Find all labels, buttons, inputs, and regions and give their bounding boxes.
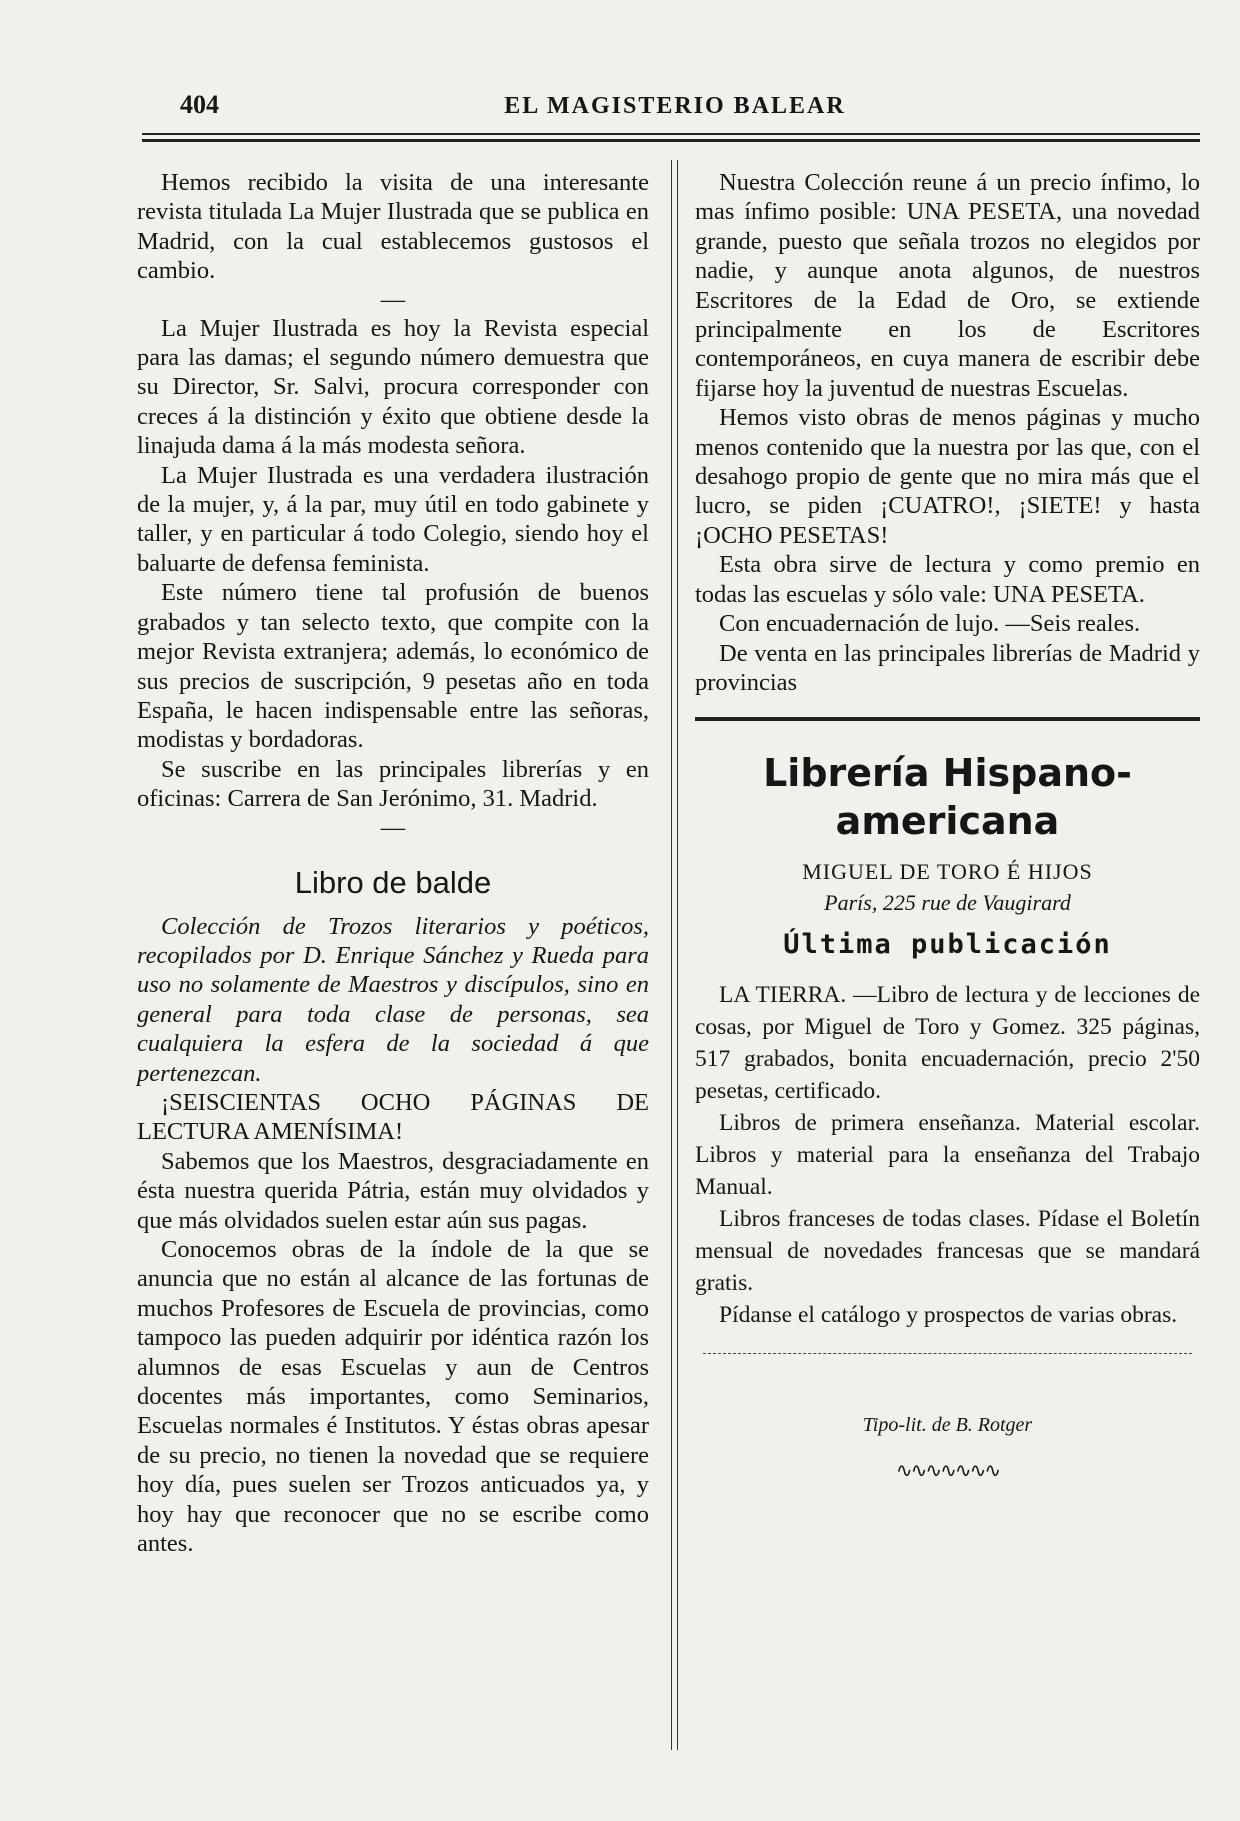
paragraph: Hemos visto obras de menos páginas y mucho menos contenido que la nuestra por las que, con el desahogo propio de gente que no mira más que el lucro, se piden ¡CUATRO!, ¡SIETE! y hasta ¡OCHO PESETAS! [695,404,1200,549]
paragraph: De venta en las principales librerías de Madrid y provincias [695,639,1200,696]
separator: — [380,285,406,313]
store-name: Librería Hispano-americana [763,751,1132,844]
paragraph: Esta obra sirve de lectura y como premio en todas las escuelas y sólo vale: UNA PESETA. [695,551,1200,608]
ad-item: Libros de primera enseñanza. Material escolar. Libros y material para la enseñanza del Trabajo Manual. [695,1110,1200,1201]
header-rule [142,133,1200,135]
ad-headline: Última publicación [783,929,1112,961]
page-number: 404 [180,90,219,119]
section-title: Libro de balde [294,864,492,900]
ad-item: Pídanse el catálogo y prospectos de varias obras. [719,1302,1178,1329]
left-column [137,168,649,1558]
page-header [150,90,1200,130]
printer-imprint: Tipo-lit. de B. Rotger [862,1414,1033,1437]
publisher-name: MIGUEL DE TORO É HIJOS [802,859,1093,885]
ornament-divider: ∿∿∿∿∿∿∿ [895,1459,1000,1482]
right-column [695,168,1200,1486]
header-rule-thick [142,139,1200,142]
paragraph: Este número tiene tal profusión de buenos grabados y tan selecto texto, que compite con la mejor Revista extranjera; además, lo económico de sus precios de suscripción, 9 pesetas año en toda España, le hacen indispensable entre las señoras, modistas y bordadoras. [137,579,649,754]
ad-item: LA TIERRA. —Libro de lectura y de lecciones de cosas, por Miguel de Toro y Gomez. 325 páginas, 517 grabados, bonita encuadernación, precio 2'50 pesetas, certificado. [695,982,1200,1105]
paragraph: La Mujer Ilustrada es hoy la Revista especial para las damas; el segundo número demuestra que su Director, Sr. Salvi, procura corresponder con creces á la distinción y éxito que obtiene desde la linajuda dama á la más modesta señora. [137,314,649,460]
subhead: Colección de Trozos literarios y poéticos, recopilados por D. Enrique Sánchez y Rueda para uso no solamente de Maestros y discípulos, sino en general para toda clase de personas, sea cualquiera la esfera de la sociedad á que pertenezcan. [137,912,649,1087]
paragraph: Se suscribe en las principales librerías y en oficinas: Carrera de San Jerónimo, 31. Madrid. [137,755,649,813]
column-divider [671,160,678,1750]
paragraph: Con encuadernación de lujo. —Seis reales. [719,610,1141,638]
ad-item: Libros franceses de todas clases. Pídase el Boletín mensual de novedades francesas que se mandará gratis. [695,1206,1200,1297]
paragraph: Conocemos obras de la índole de la que se anuncia que no están al alcance de las fortunas de muchos Profesores de Escuela de provincias, como tampoco las pueden adquirir por idéntica razón los alumnos de esas Escuelas y aun de Centros docentes más importantes, como Seminarios, Escuelas normales é Institutos. Y éstas obras apesar de su precio, no tienen la novedad que se requiere hoy día, pues suelen ser Trozos anticuados ya, y hoy hay que reconocer que no se escribe como antes. [137,1236,649,1558]
ad-end-rule [703,1353,1192,1355]
store-address: París, 225 rue de Vaugirard [824,890,1071,916]
paragraph: Hemos recibido la visita de una interesante revista titulada La Mujer Ilustrada que se publica en Madrid, con la cual establecemos gustosos el cambio. [137,169,649,285]
paragraph: La Mujer Ilustrada es una verdadera ilustración de la mujer, y, á la par, muy útil en todo gabinete y taller, y en particular á todo Colegio, siendo hoy el baluarte de defensa feminista. [137,461,649,577]
caps-line: ¡SEISCIENTAS OCHO PÁGINAS DE LECTURA AMENÍSIMA! [137,1088,649,1146]
separator: — [380,813,406,841]
section-rule [695,717,1200,721]
bookstore-advertisement [695,749,1200,1355]
journal-title: EL MAGISTERIO BALEAR [504,93,846,119]
paragraph: Sabemos que los Maestros, desgraciadamente en ésta nuestra querida Pátria, están muy olvidados y que más olvidados suelen estar aún sus pagas. [137,1147,649,1234]
paragraph: Nuestra Colección reune á un precio ínfimo, lo mas ínfimo posible: UNA PESETA, una novedad grande, puesto que señala trozos no elegidos por nadie, y aunque anota algunos, de nuestros Escritores de la Edad de Oro, se extiende principalmente en los de Escritores contemporáneos, en cuya manera de escribir debe fijarse hoy la juventud de nuestras Escuelas. [695,169,1200,402]
